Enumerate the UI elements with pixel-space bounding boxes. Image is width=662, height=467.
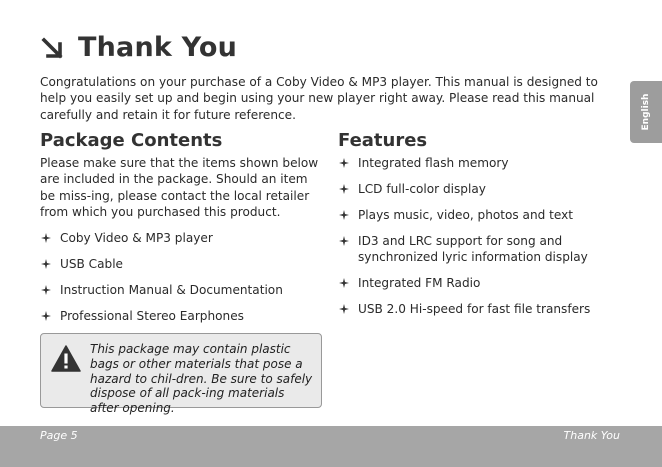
four-point-star-icon: [339, 236, 349, 246]
arrow-down-right-icon: [40, 36, 64, 60]
list-item: [40, 230, 320, 246]
warning-box: [40, 333, 322, 416]
list-item-text: Professional Stereo Earphones: [60, 308, 244, 323]
list-item-text: USB 2.0 Hi-speed for fast file transfers: [358, 302, 591, 317]
footer-page-number: Page 5: [40, 429, 78, 442]
list-item: [40, 256, 320, 272]
warning-text: This package may contain plastic bags or other materials that pose a hazard to chil-dren. Be sure to safely dispose of all pack-ing materials after opening.: [90, 342, 313, 416]
list-item: [338, 275, 628, 291]
list-item: [338, 181, 628, 197]
language-tab-label: English: [641, 93, 651, 131]
four-point-star-icon: [339, 210, 349, 220]
warning-icon: [51, 345, 81, 372]
four-point-star-icon: [41, 285, 51, 295]
list-item-text: USB Cable: [60, 256, 124, 271]
list-item: [338, 155, 628, 171]
four-point-star-icon: [339, 158, 349, 168]
footer-section-title: Thank You: [563, 429, 620, 442]
four-point-star-icon: [339, 278, 349, 288]
list-item-text: Coby Video & MP3 player: [60, 231, 213, 245]
list-item-text: LCD full-color display: [358, 181, 486, 196]
intro-paragraph: Congratulations on your purchase of a Coby Video & MP3 player. This manual is designed to help you easily set up and begin using your new player right away. Please read this manual carefully and retain it for future reference.: [40, 75, 598, 122]
four-point-star-icon: [41, 311, 51, 321]
four-point-star-icon: [41, 259, 51, 269]
list-item-text: Plays music, video, photos and text: [358, 207, 574, 222]
list-item: [40, 282, 320, 298]
page-footer: [0, 426, 662, 467]
package-contents-heading: Package Contents: [40, 130, 223, 151]
list-item: [338, 233, 628, 266]
package-contents-description: Please make sure that the items shown below are included in the package. Should an item be miss-ing, please contact the local retailer from which you purchased this product.: [40, 156, 319, 219]
package-contents-list: [40, 230, 320, 334]
features-heading: Features: [338, 130, 428, 151]
list-item-text: Integrated flash memory: [358, 156, 509, 170]
list-item: [40, 308, 320, 324]
page-title-text: Thank You: [78, 32, 238, 63]
four-point-star-icon: [339, 304, 349, 314]
language-tab[interactable]: [630, 81, 662, 143]
list-item: [338, 301, 628, 317]
four-point-star-icon: [339, 184, 349, 194]
four-point-star-icon: [41, 233, 51, 243]
list-item-text: Integrated FM Radio: [358, 276, 481, 291]
list-item-text: ID3 and LRC support for song and synchronized lyric information display: [358, 233, 588, 265]
list-item-text: Instruction Manual & Documentation: [60, 282, 283, 297]
features-list: [338, 155, 628, 327]
list-item: [338, 207, 628, 223]
page-title: [40, 32, 237, 63]
